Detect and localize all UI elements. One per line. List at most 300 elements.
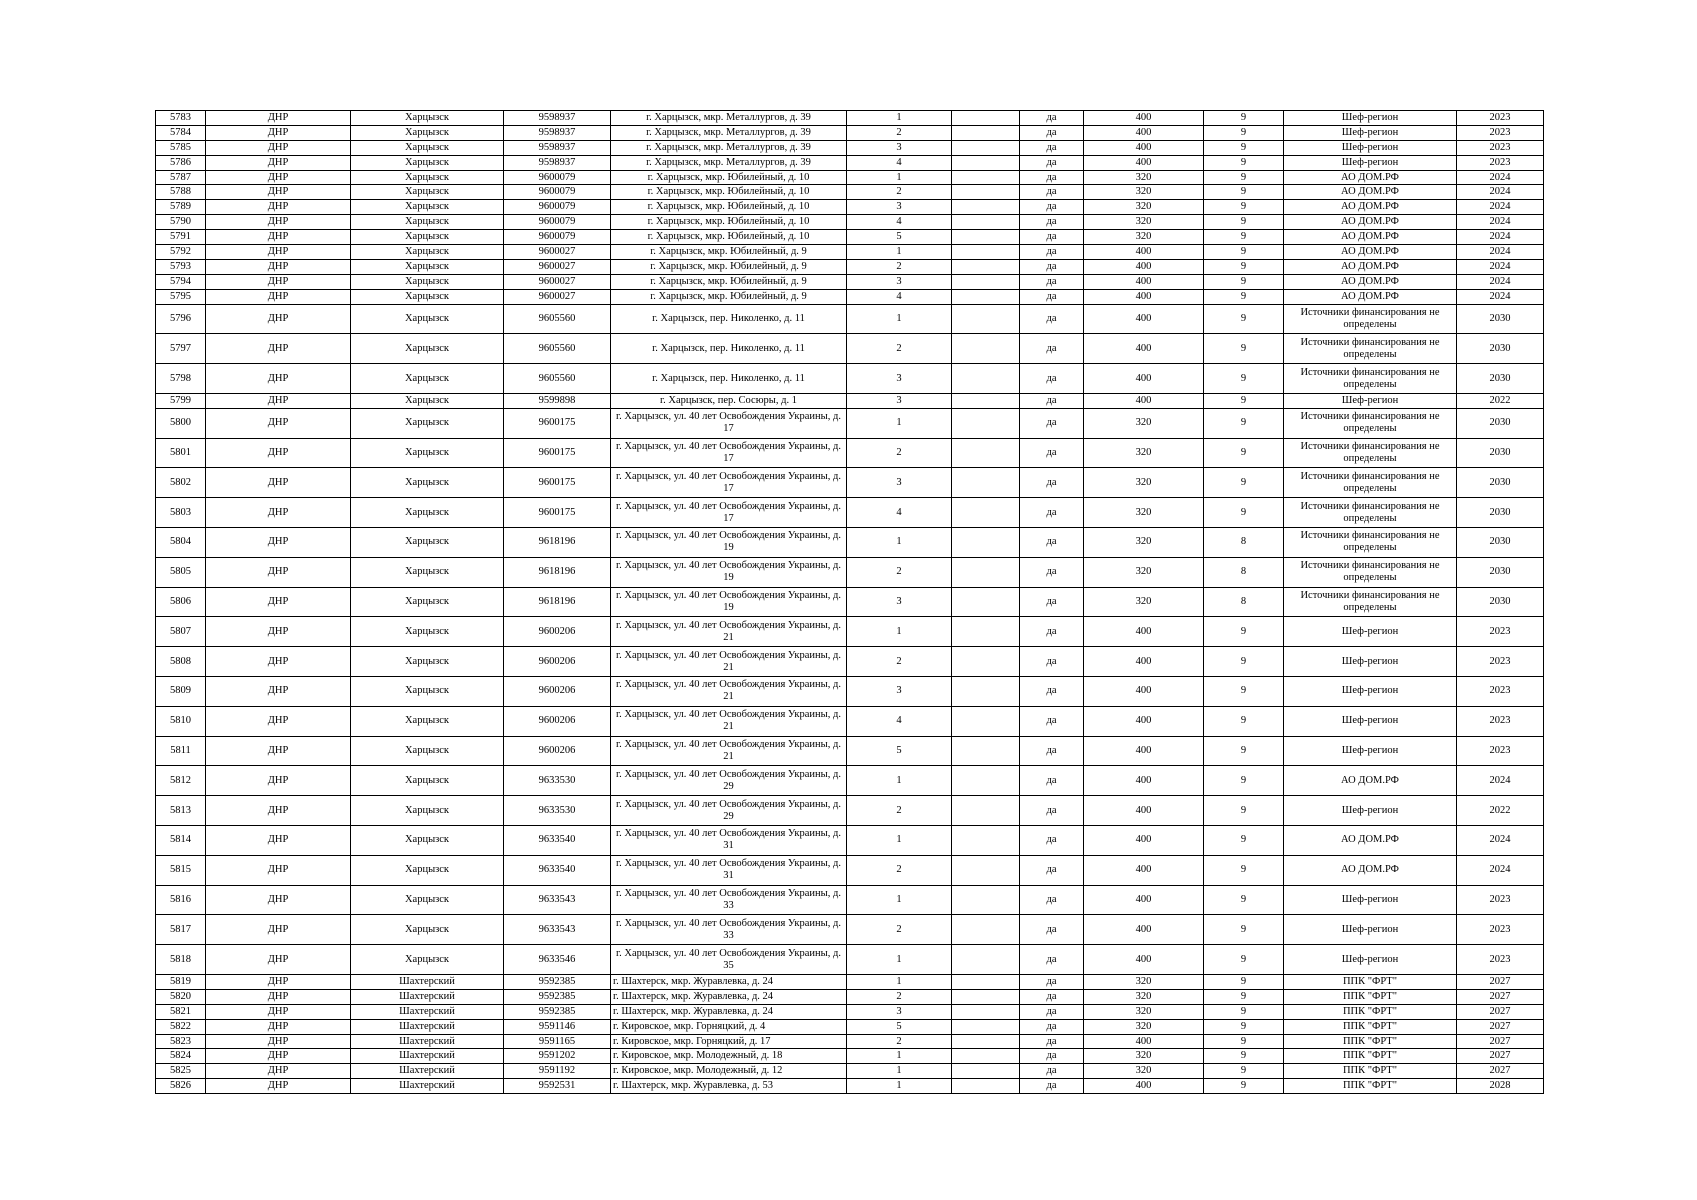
flag-cell: да [1020,989,1084,1004]
floors-cell: 9 [1204,945,1284,975]
district-cell: Харцызск [351,230,504,245]
entrance-cell: 5 [847,736,952,766]
address-cell: г. Харцызск, ул. 40 лет Освобождения Украины, д. 21 [611,617,847,647]
district-cell: Шахтерский [351,1019,504,1034]
district-cell: Харцызск [351,259,504,274]
flag-cell: да [1020,826,1084,856]
table-row [156,468,1544,498]
flag-cell: да [1020,274,1084,289]
region-cell: ДНР [206,364,351,394]
district-cell: Шахтерский [351,1064,504,1079]
blank-cell [952,170,1020,185]
area-cell: 320 [1084,215,1204,230]
entrance-cell: 2 [847,557,952,587]
row-number-cell: 5787 [156,170,206,185]
region-cell: ДНР [206,1049,351,1064]
address-cell: г. Кировское, мкр. Горняцкий, д. 4 [611,1019,847,1034]
year-cell: 2030 [1457,528,1544,558]
entrance-cell: 2 [847,796,952,826]
flag-cell: да [1020,215,1084,230]
area-cell: 320 [1084,528,1204,558]
floors-cell: 9 [1204,274,1284,289]
year-cell: 2024 [1457,200,1544,215]
blank-cell [952,155,1020,170]
year-cell: 2030 [1457,468,1544,498]
area-cell: 320 [1084,498,1204,528]
address-cell: г. Харцызск, ул. 40 лет Освобождения Украины, д. 17 [611,468,847,498]
area-cell: 320 [1084,468,1204,498]
row-number-cell: 5798 [156,364,206,394]
flag-cell: да [1020,1079,1084,1094]
row-number-cell: 5799 [156,393,206,408]
table-row [156,364,1544,394]
district-cell: Харцызск [351,334,504,364]
table-row [156,915,1544,945]
district-cell: Шахтерский [351,1079,504,1094]
blank-cell [952,230,1020,245]
district-cell: Харцызск [351,855,504,885]
blank-cell [952,617,1020,647]
row-number-cell: 5795 [156,289,206,304]
floors-cell: 9 [1204,1034,1284,1049]
funding-source-cell: АО ДОМ.РФ [1284,766,1457,796]
region-cell: ДНР [206,736,351,766]
floors-cell: 9 [1204,215,1284,230]
row-number-cell: 5814 [156,826,206,856]
table-row [156,125,1544,140]
flag-cell: да [1020,677,1084,707]
table-row [156,408,1544,438]
region-cell: ДНР [206,438,351,468]
district-cell: Харцызск [351,945,504,975]
region-cell: ДНР [206,259,351,274]
area-cell: 320 [1084,170,1204,185]
flag-cell: да [1020,230,1084,245]
flag-cell: да [1020,647,1084,677]
funding-source-cell: Источники финансирования не определены [1284,334,1457,364]
funding-source-cell: Источники финансирования не определены [1284,498,1457,528]
blank-cell [952,1049,1020,1064]
blank-cell [952,364,1020,394]
year-cell: 2030 [1457,364,1544,394]
area-cell: 400 [1084,826,1204,856]
area-cell: 400 [1084,945,1204,975]
address-cell: г. Харцызск, мкр. Юбилейный, д. 9 [611,274,847,289]
year-cell: 2023 [1457,125,1544,140]
funding-source-cell: АО ДОМ.РФ [1284,185,1457,200]
year-cell: 2027 [1457,1064,1544,1079]
table-row [156,185,1544,200]
entrance-cell: 2 [847,438,952,468]
blank-cell [952,587,1020,617]
floors-cell: 9 [1204,408,1284,438]
floors-cell: 9 [1204,677,1284,707]
area-cell: 320 [1084,587,1204,617]
region-cell: ДНР [206,766,351,796]
address-cell: г. Шахтерск, мкр. Журавлевка, д. 53 [611,1079,847,1094]
district-cell: Шахтерский [351,975,504,990]
district-cell: Шахтерский [351,1049,504,1064]
address-cell: г. Харцызск, ул. 40 лет Освобождения Украины, д. 17 [611,498,847,528]
funding-source-cell: Шеф-регион [1284,677,1457,707]
address-cell: г. Харцызск, ул. 40 лет Освобождения Украины, д. 35 [611,945,847,975]
region-cell: ДНР [206,289,351,304]
floors-cell: 9 [1204,855,1284,885]
floors-cell: 9 [1204,736,1284,766]
entrance-cell: 1 [847,304,952,334]
address-cell: г. Харцызск, мкр. Юбилейный, д. 9 [611,245,847,260]
data-table [155,110,1544,1094]
entrance-cell: 2 [847,334,952,364]
area-cell: 400 [1084,111,1204,126]
year-cell: 2022 [1457,796,1544,826]
floors-cell: 9 [1204,706,1284,736]
district-cell: Шахтерский [351,1034,504,1049]
floors-cell: 9 [1204,364,1284,394]
entrance-cell: 2 [847,855,952,885]
row-number-cell: 5822 [156,1019,206,1034]
area-cell: 400 [1084,766,1204,796]
building-id-cell: 9633543 [504,885,611,915]
address-cell: г. Шахтерск, мкр. Журавлевка, д. 24 [611,989,847,1004]
address-cell: г. Харцызск, ул. 40 лет Освобождения Украины, д. 21 [611,736,847,766]
funding-source-cell: АО ДОМ.РФ [1284,826,1457,856]
district-cell: Харцызск [351,468,504,498]
district-cell: Харцызск [351,245,504,260]
area-cell: 320 [1084,975,1204,990]
address-cell: г. Кировское, мкр. Горняцкий, д. 17 [611,1034,847,1049]
building-id-cell: 9633530 [504,766,611,796]
entrance-cell: 4 [847,155,952,170]
district-cell: Харцызск [351,408,504,438]
table-row [156,647,1544,677]
building-id-cell: 9633540 [504,855,611,885]
entrance-cell: 2 [847,185,952,200]
address-cell: г. Харцызск, ул. 40 лет Освобождения Украины, д. 33 [611,885,847,915]
flag-cell: да [1020,1004,1084,1019]
entrance-cell: 1 [847,1079,952,1094]
region-cell: ДНР [206,1079,351,1094]
building-id-cell: 9633543 [504,915,611,945]
row-number-cell: 5800 [156,408,206,438]
area-cell: 320 [1084,200,1204,215]
entrance-cell: 5 [847,230,952,245]
floors-cell: 9 [1204,170,1284,185]
address-cell: г. Харцызск, ул. 40 лет Освобождения Украины, д. 19 [611,557,847,587]
blank-cell [952,528,1020,558]
region-cell: ДНР [206,1064,351,1079]
building-id-cell: 9592385 [504,975,611,990]
building-id-cell: 9633530 [504,796,611,826]
district-cell: Харцызск [351,915,504,945]
entrance-cell: 1 [847,245,952,260]
year-cell: 2024 [1457,826,1544,856]
funding-source-cell: АО ДОМ.РФ [1284,855,1457,885]
flag-cell: да [1020,289,1084,304]
table-row [156,1019,1544,1034]
blank-cell [952,289,1020,304]
funding-source-cell: АО ДОМ.РФ [1284,289,1457,304]
funding-source-cell: Шеф-регион [1284,125,1457,140]
building-id-cell: 9599898 [504,393,611,408]
row-number-cell: 5794 [156,274,206,289]
building-id-cell: 9600079 [504,200,611,215]
blank-cell [952,1004,1020,1019]
blank-cell [952,259,1020,274]
floors-cell: 9 [1204,498,1284,528]
entrance-cell: 2 [847,259,952,274]
flag-cell: да [1020,975,1084,990]
flag-cell: да [1020,885,1084,915]
district-cell: Харцызск [351,826,504,856]
year-cell: 2024 [1457,245,1544,260]
region-cell: ДНР [206,945,351,975]
year-cell: 2023 [1457,915,1544,945]
funding-source-cell: Шеф-регион [1284,155,1457,170]
district-cell: Харцызск [351,736,504,766]
region-cell: ДНР [206,304,351,334]
flag-cell: да [1020,557,1084,587]
region-cell: ДНР [206,528,351,558]
blank-cell [952,334,1020,364]
address-cell: г. Харцызск, ул. 40 лет Освобождения Украины, д. 17 [611,408,847,438]
building-id-cell: 9600027 [504,289,611,304]
blank-cell [952,200,1020,215]
funding-source-cell: ППК "ФРТ" [1284,1064,1457,1079]
floors-cell: 9 [1204,915,1284,945]
table-row [156,528,1544,558]
district-cell: Харцызск [351,215,504,230]
floors-cell: 9 [1204,989,1284,1004]
row-number-cell: 5784 [156,125,206,140]
table-row [156,945,1544,975]
area-cell: 320 [1084,1019,1204,1034]
floors-cell: 9 [1204,393,1284,408]
table-row [156,274,1544,289]
year-cell: 2023 [1457,647,1544,677]
blank-cell [952,1079,1020,1094]
year-cell: 2024 [1457,215,1544,230]
area-cell: 400 [1084,855,1204,885]
building-id-cell: 9618196 [504,528,611,558]
area-cell: 400 [1084,885,1204,915]
region-cell: ДНР [206,111,351,126]
funding-source-cell: Источники финансирования не определены [1284,408,1457,438]
row-number-cell: 5791 [156,230,206,245]
funding-source-cell: Шеф-регион [1284,111,1457,126]
row-number-cell: 5807 [156,617,206,647]
entrance-cell: 3 [847,393,952,408]
area-cell: 400 [1084,647,1204,677]
table-row [156,155,1544,170]
blank-cell [952,304,1020,334]
table-row [156,334,1544,364]
area-cell: 400 [1084,304,1204,334]
address-cell: г. Харцызск, мкр. Металлургов, д. 39 [611,140,847,155]
region-cell: ДНР [206,587,351,617]
building-id-cell: 9600175 [504,408,611,438]
district-cell: Харцызск [351,125,504,140]
building-id-cell: 9600027 [504,274,611,289]
area-cell: 400 [1084,289,1204,304]
blank-cell [952,557,1020,587]
flag-cell: да [1020,796,1084,826]
entrance-cell: 4 [847,215,952,230]
funding-source-cell: Шеф-регион [1284,706,1457,736]
address-cell: г. Харцызск, мкр. Металлургов, д. 39 [611,125,847,140]
floors-cell: 9 [1204,245,1284,260]
blank-cell [952,736,1020,766]
year-cell: 2024 [1457,289,1544,304]
funding-source-cell: АО ДОМ.РФ [1284,215,1457,230]
year-cell: 2024 [1457,766,1544,796]
row-number-cell: 5821 [156,1004,206,1019]
entrance-cell: 1 [847,766,952,796]
row-number-cell: 5824 [156,1049,206,1064]
region-cell: ДНР [206,989,351,1004]
district-cell: Шахтерский [351,989,504,1004]
row-number-cell: 5797 [156,334,206,364]
address-cell: г. Харцызск, пер. Николенко, д. 11 [611,304,847,334]
district-cell: Харцызск [351,617,504,647]
floors-cell: 9 [1204,111,1284,126]
entrance-cell: 3 [847,140,952,155]
flag-cell: да [1020,111,1084,126]
district-cell: Харцызск [351,885,504,915]
year-cell: 2030 [1457,557,1544,587]
floors-cell: 9 [1204,975,1284,990]
blank-cell [952,766,1020,796]
flag-cell: да [1020,736,1084,766]
row-number-cell: 5805 [156,557,206,587]
row-number-cell: 5792 [156,245,206,260]
row-number-cell: 5816 [156,885,206,915]
district-cell: Харцызск [351,170,504,185]
region-cell: ДНР [206,125,351,140]
blank-cell [952,647,1020,677]
floors-cell: 9 [1204,304,1284,334]
floors-cell: 9 [1204,766,1284,796]
address-cell: г. Харцызск, мкр. Юбилейный, д. 10 [611,230,847,245]
building-id-cell: 9591165 [504,1034,611,1049]
entrance-cell: 1 [847,1064,952,1079]
floors-cell: 9 [1204,200,1284,215]
entrance-cell: 1 [847,170,952,185]
district-cell: Харцызск [351,289,504,304]
flag-cell: да [1020,617,1084,647]
region-cell: ДНР [206,885,351,915]
blank-cell [952,975,1020,990]
table-row [156,736,1544,766]
blank-cell [952,185,1020,200]
year-cell: 2027 [1457,1034,1544,1049]
entrance-cell: 3 [847,677,952,707]
building-id-cell: 9592531 [504,1079,611,1094]
area-cell: 400 [1084,334,1204,364]
year-cell: 2030 [1457,304,1544,334]
building-id-cell: 9600079 [504,185,611,200]
building-id-cell: 9592385 [504,989,611,1004]
blank-cell [952,1064,1020,1079]
building-id-cell: 9633540 [504,826,611,856]
blank-cell [952,1034,1020,1049]
region-cell: ДНР [206,393,351,408]
table-row [156,1064,1544,1079]
funding-source-cell: ППК "ФРТ" [1284,989,1457,1004]
year-cell: 2030 [1457,587,1544,617]
floors-cell: 9 [1204,185,1284,200]
funding-source-cell: Шеф-регион [1284,885,1457,915]
flag-cell: да [1020,259,1084,274]
address-cell: г. Харцызск, мкр. Юбилейный, д. 10 [611,200,847,215]
floors-cell: 8 [1204,557,1284,587]
area-cell: 400 [1084,1079,1204,1094]
flag-cell: да [1020,945,1084,975]
funding-source-cell: Источники финансирования не определены [1284,468,1457,498]
region-cell: ДНР [206,274,351,289]
flag-cell: да [1020,1064,1084,1079]
row-number-cell: 5786 [156,155,206,170]
address-cell: г. Харцызск, ул. 40 лет Освобождения Украины, д. 19 [611,587,847,617]
area-cell: 320 [1084,1064,1204,1079]
flag-cell: да [1020,498,1084,528]
floors-cell: 9 [1204,885,1284,915]
region-cell: ДНР [206,155,351,170]
region-cell: ДНР [206,185,351,200]
table-row [156,245,1544,260]
row-number-cell: 5790 [156,215,206,230]
table-row [156,111,1544,126]
blank-cell [952,438,1020,468]
region-cell: ДНР [206,855,351,885]
funding-source-cell: Источники финансирования не определены [1284,438,1457,468]
entrance-cell: 3 [847,1004,952,1019]
area-cell: 400 [1084,364,1204,394]
district-cell: Харцызск [351,766,504,796]
building-id-cell: 9605560 [504,304,611,334]
row-number-cell: 5803 [156,498,206,528]
row-number-cell: 5785 [156,140,206,155]
row-number-cell: 5818 [156,945,206,975]
funding-source-cell: Шеф-регион [1284,736,1457,766]
address-cell: г. Харцызск, ул. 40 лет Освобождения Украины, д. 17 [611,438,847,468]
flag-cell: да [1020,1049,1084,1064]
entrance-cell: 1 [847,885,952,915]
district-cell: Харцызск [351,364,504,394]
row-number-cell: 5825 [156,1064,206,1079]
floors-cell: 9 [1204,1064,1284,1079]
blank-cell [952,125,1020,140]
funding-source-cell: ППК "ФРТ" [1284,1004,1457,1019]
entrance-cell: 1 [847,528,952,558]
year-cell: 2030 [1457,498,1544,528]
row-number-cell: 5808 [156,647,206,677]
row-number-cell: 5802 [156,468,206,498]
funding-source-cell: Шеф-регион [1284,915,1457,945]
address-cell: г. Харцызск, ул. 40 лет Освобождения Украины, д. 33 [611,915,847,945]
address-cell: г. Харцызск, ул. 40 лет Освобождения Украины, д. 21 [611,706,847,736]
table-row [156,170,1544,185]
entrance-cell: 1 [847,975,952,990]
district-cell: Харцызск [351,528,504,558]
row-number-cell: 5788 [156,185,206,200]
building-id-cell: 9598937 [504,111,611,126]
area-cell: 320 [1084,989,1204,1004]
flag-cell: да [1020,528,1084,558]
row-number-cell: 5817 [156,915,206,945]
region-cell: ДНР [206,468,351,498]
year-cell: 2024 [1457,274,1544,289]
